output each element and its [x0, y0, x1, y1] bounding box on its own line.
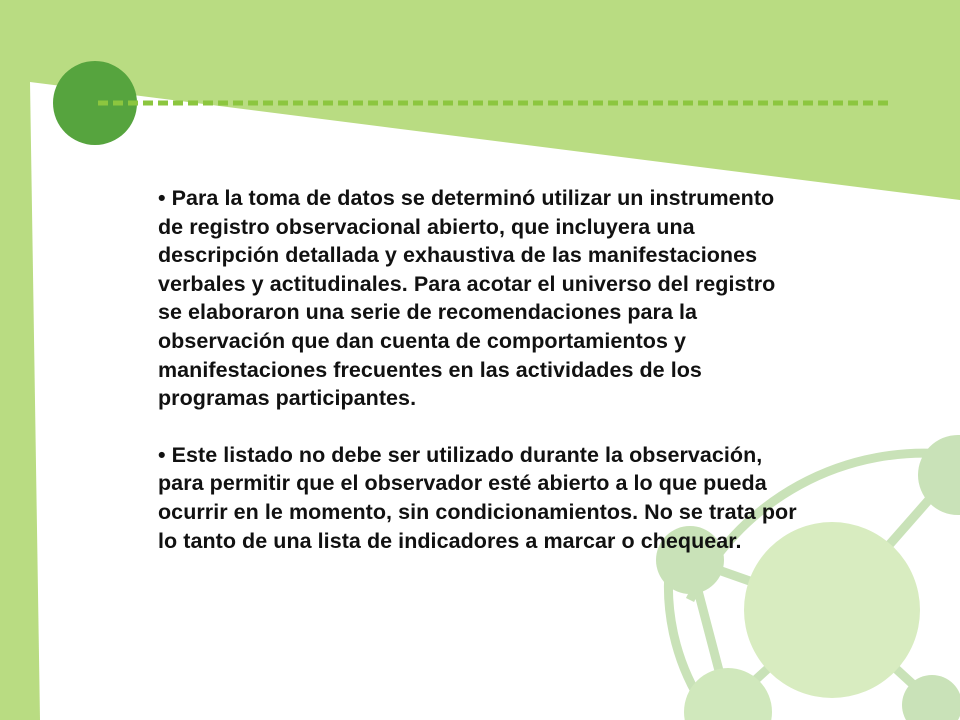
- bullet-paragraph-1: • Para la toma de datos se determinó utilizar un instrumento de registro observacional abierto, que incluyera una descripción detallada y exhaustiva de las manifestaciones verbales y actitudinales. Para acotar el universo del registro se elaboraron una serie de recomendaciones para la observación que dan cuenta de comportamientos y manifestaciones frecuentes en las actividades de los programas participantes.: [158, 186, 776, 411]
- title-accent-circle: [53, 61, 137, 145]
- bullet-paragraph-2: • Este listado no debe ser utilizado durante la observación, para permitir que el observador esté abierto a lo que pueda ocurrir en le momento, sin condicionamientos. No se trata por lo tanto de una lista de indicadores a marcar o chequear.: [158, 442, 797, 553]
- slide-body: [158, 184, 878, 555]
